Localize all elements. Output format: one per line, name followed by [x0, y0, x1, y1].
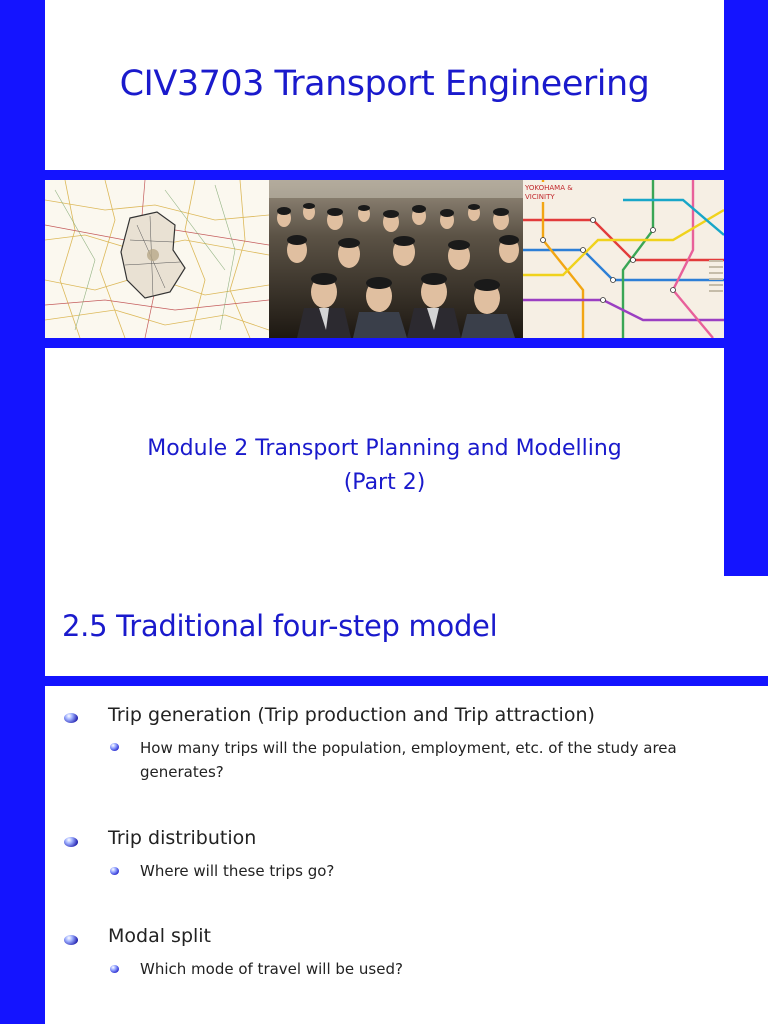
sub-bullet-icon — [110, 965, 119, 973]
title-divider — [45, 676, 768, 686]
bullet-icon — [64, 713, 78, 723]
section-title: 2.5 Traditional four-step model — [62, 609, 498, 643]
bullet-icon — [64, 837, 78, 847]
sub-bullet-icon — [110, 743, 119, 751]
subtitle-line-2: (Part 2) — [343, 470, 426, 495]
sub-bullet-icon — [110, 867, 119, 875]
subway-map-caption-line1: YOKOHAMA & — [525, 184, 573, 192]
bullet-item: Modal split — [108, 925, 212, 947]
left-accent-bar — [0, 576, 45, 1024]
bullet-icon — [64, 935, 78, 945]
image-strip — [45, 170, 724, 348]
subway-map-caption-line2: VICINITY — [525, 193, 555, 201]
left-accent-bar — [0, 0, 45, 576]
road-network-map-image — [45, 180, 269, 338]
sub-bullet-item: Where will these trips go? — [140, 862, 335, 880]
bullet-item: Trip generation (Trip production and Trip attraction) — [108, 704, 595, 726]
commuter-crowd-photo — [269, 180, 523, 338]
module-subtitle — [45, 432, 724, 500]
content-slide — [0, 576, 768, 1024]
sub-bullet-item: How many trips will the population, employment, etc. of the study area generates? — [140, 739, 677, 781]
bullet-item: Trip distribution — [108, 827, 257, 849]
subtitle-line-1: Module 2 Transport Planning and Modelling — [147, 436, 622, 461]
sub-bullet-item: Which mode of travel will be used? — [140, 960, 403, 978]
course-title: CIV3703 Transport Engineering — [119, 64, 650, 104]
right-accent-bar — [724, 0, 768, 576]
subway-route-map-image — [523, 180, 724, 338]
